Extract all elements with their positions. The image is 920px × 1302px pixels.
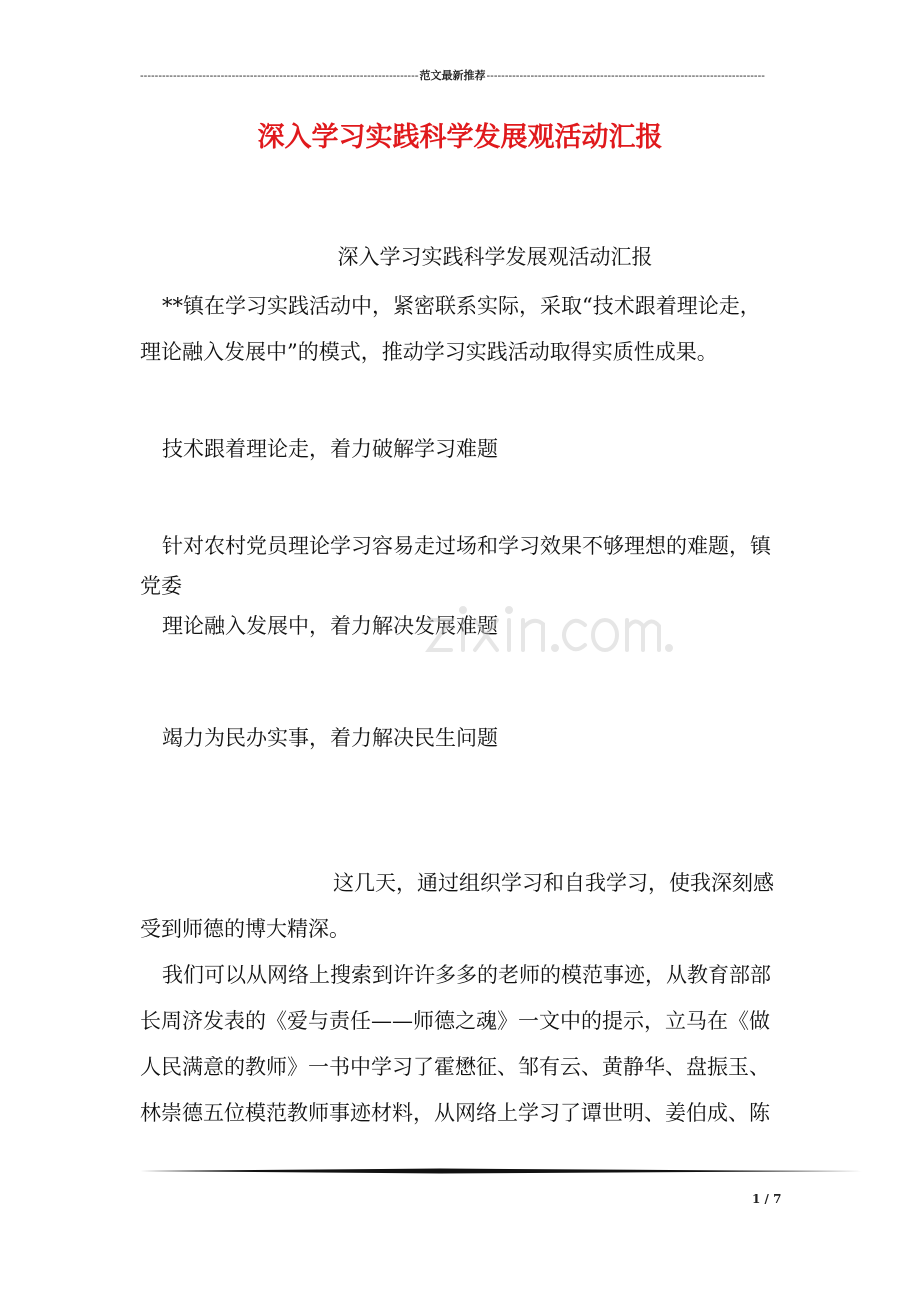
- section2-line-5: 人民满意的教师》一书中学习了霍懋征、邹有云、黄静华、盘振玉、: [140, 1055, 770, 1079]
- document-title: 深入学习实践科学发展观活动汇报: [257, 122, 663, 153]
- header-tag: 范文最新推荐: [419, 70, 486, 82]
- page-number: 1 / 7: [752, 1192, 782, 1206]
- section2-line-1: 这几天，通过组织学习和自我学习，使我深刻感: [333, 871, 774, 895]
- para-block-1: [140, 523, 785, 649]
- heading-3-block: [140, 715, 785, 761]
- heading-1: 技术跟着理论走，着力破解学习难题: [162, 437, 498, 461]
- section2-line-6: 林崇德五位模范教师事迹材料，从网络上学习了谭世明、姜伯成、陈: [140, 1101, 770, 1125]
- footer-rule: [140, 1168, 862, 1174]
- heading-3: 竭力为民办实事，着力解决民生问题: [162, 726, 498, 750]
- header-dash-right: [487, 68, 766, 84]
- section2-line-4: 长周济发表的《爱与责任——师德之魂》一文中的提示，立马在《做: [140, 1009, 770, 1033]
- footer-rule-line: [140, 1168, 862, 1174]
- document-subtitle: 深入学习实践科学发展观活动汇报: [337, 245, 653, 269]
- section2-line-3: 我们可以从网络上搜索到许许多多的老师的模范事迹，从教育部部: [162, 963, 771, 987]
- intro-line-2: 理论融入发展中”的模式，推动学习实践活动取得实质性成果。: [140, 340, 718, 364]
- heading-2: 理论融入发展中，着力解决发展难题: [162, 614, 498, 638]
- para-line-2: 党委: [140, 574, 182, 598]
- section2-line-2: 受到师德的博大精深。: [140, 917, 350, 941]
- section-intro: [140, 283, 785, 375]
- para-line-1: 针对农村党员理论学习容易走过场和学习效果不够理想的难题，镇: [162, 534, 771, 558]
- section-2: [140, 860, 785, 1136]
- intro-line-1: **镇在学习实践活动中，紧密联系实际，采取“技术跟着理论走，: [162, 294, 761, 318]
- header-dash-left: [140, 68, 419, 84]
- heading-1-block: [140, 426, 785, 472]
- page-header: [140, 68, 765, 84]
